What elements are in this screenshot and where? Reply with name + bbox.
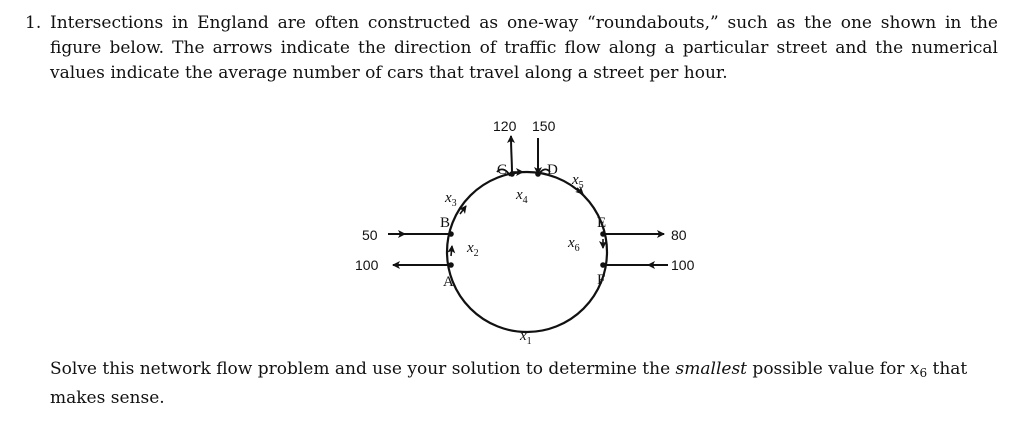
flow-var-x5: $x_5$ bbox=[572, 172, 584, 191]
question-part-3: that makes sense. bbox=[50, 359, 968, 408]
top-in-value: 120 bbox=[493, 118, 517, 134]
problem-statement: Intersections in England are often constructed as one-way “roundabouts,” such as the one shown in the figure below. The arrows indicate the direction of traffic flow along a particular street and the numerical values indicate the average number of cars that travel along a street per hour. bbox=[50, 13, 998, 83]
question-part-1: Solve this network flow problem and use your solution to determine the bbox=[50, 359, 676, 379]
problem-number: 1. bbox=[25, 13, 42, 33]
flow-var-x6: $x_6$ bbox=[568, 235, 580, 254]
question-variable-subscript: 6 bbox=[919, 366, 928, 380]
right-out-value: 80 bbox=[671, 227, 687, 243]
node-a-dot bbox=[448, 262, 454, 268]
node-d-label: D bbox=[547, 162, 558, 178]
question-variable-letter: x bbox=[909, 359, 920, 379]
top-out-value: 150 bbox=[532, 118, 556, 134]
flow-var-x2: $x_2$ bbox=[467, 240, 479, 259]
node-d-dot bbox=[535, 171, 541, 177]
problem-question bbox=[50, 357, 1000, 411]
street-c-out bbox=[511, 136, 512, 174]
node-c-label: C bbox=[497, 162, 508, 178]
node-b-label: B bbox=[440, 215, 451, 231]
flow-var-x4: $x_4$ bbox=[516, 187, 528, 206]
arrow-x2 bbox=[451, 246, 452, 256]
node-b-dot bbox=[448, 231, 454, 237]
node-e-label: E bbox=[597, 215, 607, 231]
node-e-dot bbox=[600, 231, 606, 237]
node-a-label: A bbox=[443, 274, 454, 290]
left-out-value: 100 bbox=[355, 257, 379, 273]
question-emphasis: smallest bbox=[675, 359, 748, 379]
node-f-label: F bbox=[597, 272, 606, 288]
left-in-value: 50 bbox=[362, 227, 378, 243]
question-part-2: possible value for bbox=[747, 359, 910, 379]
node-f-dot bbox=[600, 262, 606, 268]
question-variable bbox=[910, 359, 927, 379]
flow-var-x1: $x_1$ bbox=[520, 328, 532, 347]
node-c-dot bbox=[509, 171, 515, 177]
right-in-value: 100 bbox=[671, 257, 695, 273]
flow-var-x3: $x_3$ bbox=[445, 190, 457, 209]
